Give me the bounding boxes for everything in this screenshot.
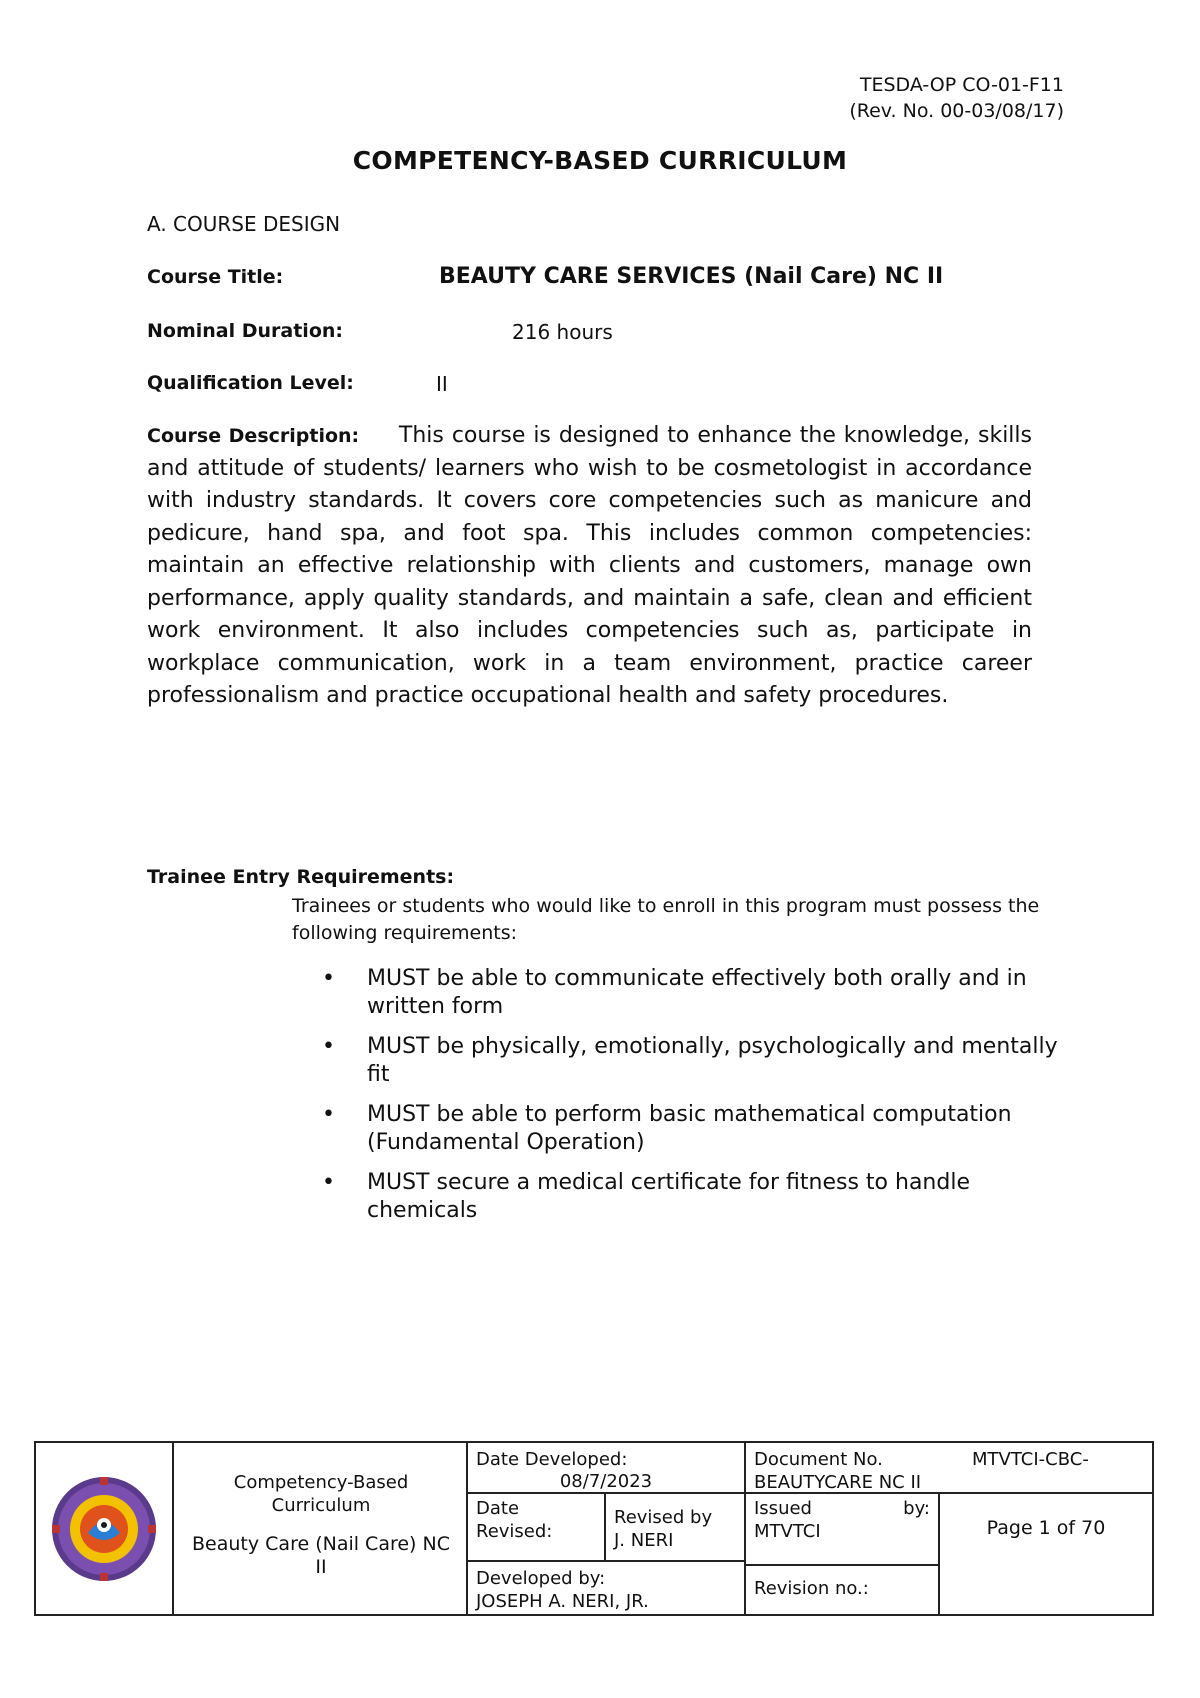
list-item: • MUST be physically, emotionally, psychologically and mentally fit xyxy=(322,1034,1058,1087)
course-title-value: BEAUTY CARE SERVICES (Nail Care) NC II xyxy=(439,264,944,289)
list-item: • MUST be able to perform basic mathematical computation (Fundamental Operation) xyxy=(322,1102,1012,1155)
issued-by-value: MTVTCI xyxy=(754,1521,821,1542)
footer-doc-name: Beauty Care (Nail Care) NC II xyxy=(192,1533,450,1578)
requirements-intro: Trainees or students who would like to enroll in this program must possess the following requirements: xyxy=(292,895,1040,944)
document-code xyxy=(849,72,1064,124)
list-item: • MUST secure a medical certificate for fitness to handle chemicals xyxy=(322,1170,970,1223)
requirements-list xyxy=(322,965,1062,1237)
page-number: Page 1 of 70 xyxy=(986,1517,1106,1539)
document-footer-table xyxy=(34,1441,1154,1616)
developed-by-label: Developed by: xyxy=(476,1568,606,1589)
form-code: TESDA-OP CO-01-F11 xyxy=(859,74,1064,96)
revised-by-label: Revised by xyxy=(614,1507,713,1528)
nominal-duration-label: Nominal Duration: xyxy=(147,320,344,342)
section-heading: A. COURSE DESIGN xyxy=(147,212,341,236)
seal-icon xyxy=(44,1473,164,1585)
issued-by-label: Issued by: xyxy=(754,1498,930,1519)
course-description-text: This course is designed to enhance the knowledge, skills and attitude of students/ learners who wish to be cosmetologist in accordance with industry standards. It covers core competencies such as manicure and pedicure, hand spa, and foot spa. This includes common competencies: maintain an effective relationship with clients and customers, manage own performance, apply quality standards, and maintain a safe, clean and efficient work environment. It also includes competencies such as, participate in workplace communication, work in a team environment, practice career professionalism and practice occupational health and safety procedures. xyxy=(147,423,1032,708)
bullet-icon: • xyxy=(322,1034,335,1059)
qualification-level-label: Qualification Level: xyxy=(147,372,354,394)
nominal-duration-value: 216 hours xyxy=(512,320,613,344)
list-item: • MUST be able to communicate effectively both orally and in written form xyxy=(322,966,1027,1019)
date-developed-value: 08/7/2023 xyxy=(559,1471,653,1492)
date-developed-label: Date Developed: xyxy=(476,1449,628,1470)
bullet-icon: • xyxy=(322,1102,335,1127)
logo xyxy=(44,1473,164,1585)
revision-number: (Rev. No. 00-03/08/17) xyxy=(849,100,1064,122)
date-revised-label: Date Revised: xyxy=(476,1498,553,1542)
document-no-label: Document No. xyxy=(754,1449,883,1470)
bullet-icon: • xyxy=(322,1170,335,1195)
bullet-icon: • xyxy=(322,966,335,991)
qualification-level-value: II xyxy=(436,372,448,396)
requirements-label: Trainee Entry Requirements: xyxy=(147,866,455,888)
revision-no-label: Revision no.: xyxy=(754,1578,869,1599)
footer-doc-type: Competency-Based Curriculum xyxy=(233,1472,409,1516)
revised-by-value: J. NERI xyxy=(614,1530,674,1551)
course-description-label: Course Description: xyxy=(147,425,360,447)
course-description xyxy=(147,420,1032,713)
course-title-label: Course Title: xyxy=(147,266,284,288)
developed-by-value: JOSEPH A. NERI, JR. xyxy=(476,1591,649,1612)
document-no-value-text: MTVTCI-CBC-BEAUTYCARE NC II xyxy=(754,1449,1089,1493)
page-title: COMPETENCY-BASED CURRICULUM xyxy=(352,146,848,175)
